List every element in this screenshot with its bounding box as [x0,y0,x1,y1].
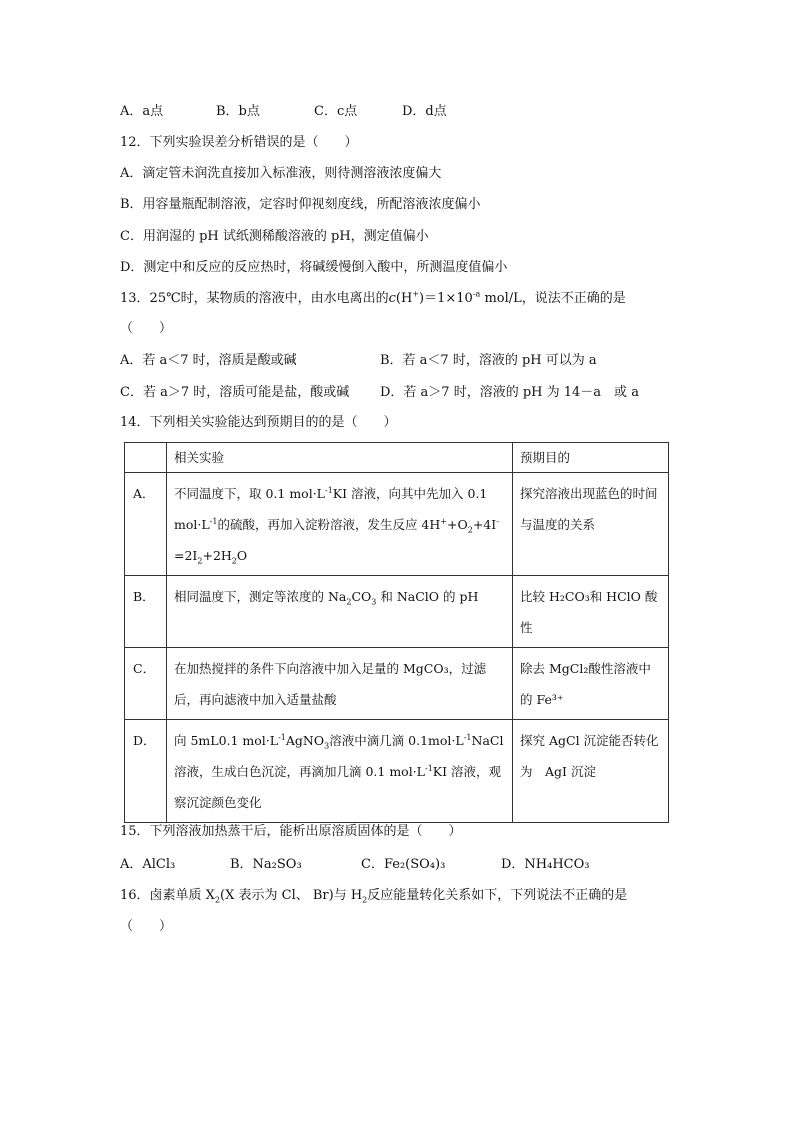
table-row [125,473,669,576]
q14-table [124,442,669,823]
q15-option-a: A．AlCl₃ [120,857,176,872]
q15-option-c: C．Fe₂(SO₄)₃ [361,857,446,872]
table-header-row [125,443,669,473]
row-label: B． [125,576,167,648]
q13-option-c: C．若 a＞7 时，溶质可能是盐，酸或碱 [120,385,350,400]
q11-option-d: D．d点 [402,104,447,119]
header-experiment: 相关实验 [167,443,513,473]
q12-option-d: D．测定中和反应的反应热时，将碱缓慢倒入酸中，所测温度值偏小 [120,260,508,275]
q15-option-b: B．Na₂SO₃ [230,857,302,872]
header-goal: 预期目的 [513,443,669,473]
row-a-experiment: 不同温度下，取 0.1 $mol\cdot L^{-1}KI$ 溶液，向其中先加入 0.1 $mol\cdot L^{-1}$的硫酸，再加入淀粉溶液，发生反应 $4H^++O_2+4I^- =2I_2+2H_2O$ [167,473,513,576]
row-label: C． [125,648,167,720]
q11-option-b: B．b点 [216,104,260,119]
q12-option-b: B．用容量瓶配制溶液，定容时仰视刻度线，所配溶液浓度偏小 [120,197,481,212]
row-label: D． [125,720,167,823]
table-row [125,648,669,720]
q14-stem: 14．下列相关实验能达到预期目的的是（ ） [120,415,397,430]
table-row [125,576,669,648]
q11-option-c: C．c点 [314,104,358,119]
q15-stem: 15．下列溶液加热蒸干后，能析出原溶质固体的是（ ） [120,824,462,839]
q13-answer-paren: （ ） [120,321,173,336]
row-b-experiment: 相同温度下，测定等浓度的 $Na_2CO_3$ 和 NaClO 的 pH [167,576,513,648]
q12-option-c: C．用润湿的 pH 试纸测稀酸溶液的 pH，测定值偏小 [120,229,429,244]
table-row [125,720,669,823]
q16-stem: 16．卤素单质 $X_2(X$ 表示为 Cl、 Br)与 $H_2$反应能量转化关系如下，下列说法不正确的是 [120,888,628,905]
row-c-goal: 除去 MgCl₂酸性溶液中的 Fe³⁺ [513,648,669,720]
row-c-experiment: 在加热搅拌的条件下向溶液中加入足量的 MgCO₃，过滤后，再向滤液中加入适量盐酸 [167,648,513,720]
q13-option-b: B．若 a＜7 时，溶液的 pH 可以为 a [380,353,597,368]
row-b-goal: 比较 H₂CO₃和 HClO 酸性 [513,576,669,648]
q11-option-a: A．a点 [120,104,164,119]
row-label: A． [125,473,167,576]
row-d-goal: 探究 AgCl 沉淀能否转化为 AgI 沉淀 [513,720,669,823]
q13-option-a: A．若 a＜7 时，溶质是酸或碱 [120,353,297,368]
row-d-experiment: 向 5mL0.1 $mol\cdot L^{-1}AgNO_3$溶液中滴几滴 $0.1mol\cdot L^{-1}NaCl$ 溶液，生成白色沉淀，再滴加几滴 0.1 $mol\cdot L^{-1}KI$ 溶液，观察沉淀颜色变化 [167,720,513,823]
q12-option-a: A．滴定管未润洗直接加入标准液，则待测溶液浓度偏大 [120,166,442,181]
q12-stem: 12．下列实验误差分析错误的是（ ） [120,135,358,150]
q13-stem: 13．25℃时，某物质的溶液中，由水电离出的$c(H^+)=1\times 10^{-a}$ mol/L，说法不正确的是 [120,289,626,306]
q15-option-d: D．NH₄HCO₃ [501,857,590,872]
q16-answer-paren: （ ） [120,919,173,934]
row-a-goal: 探究溶液出现蓝色的时间与温度的关系 [513,473,669,576]
q13-option-d: D．若 a＞7 时，溶液的 pH 为 14－a 或 a [380,385,639,400]
